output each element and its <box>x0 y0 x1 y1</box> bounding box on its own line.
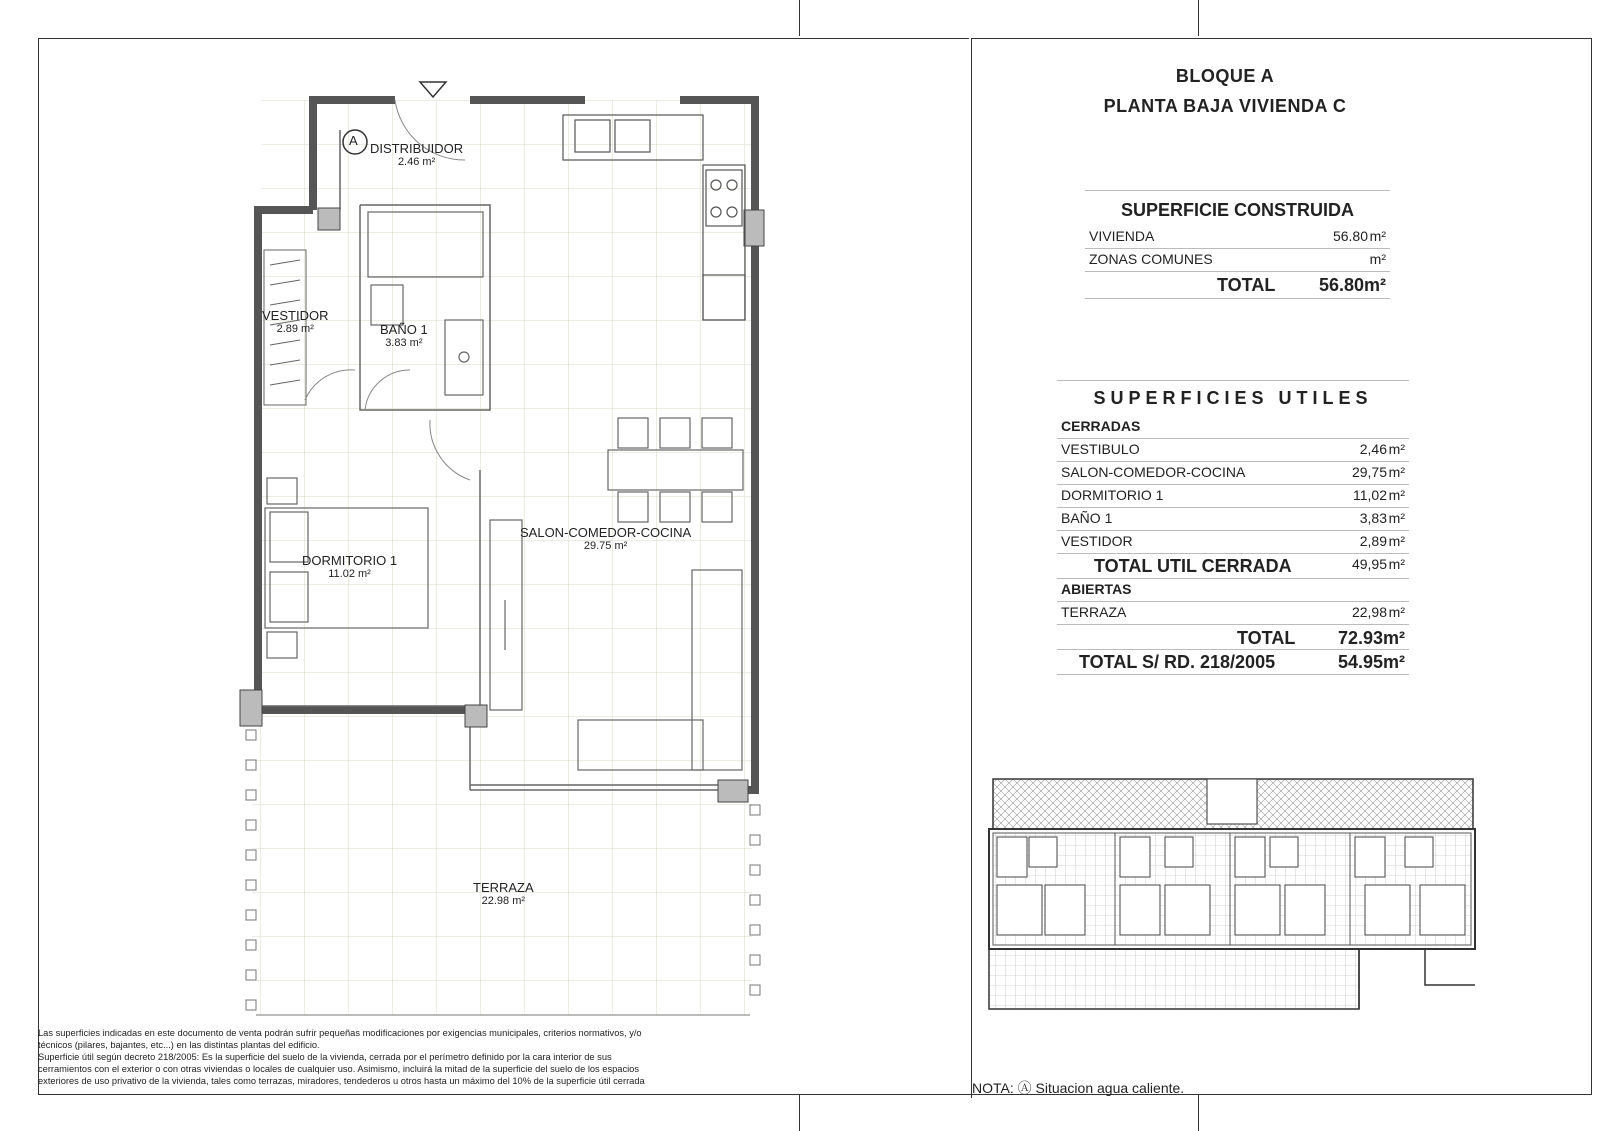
table-row <box>1057 462 1409 485</box>
total-unit: m² <box>1364 275 1386 295</box>
total-unit: m² <box>1383 628 1405 648</box>
row-label: DORMITORIO 1 <box>1061 487 1164 503</box>
total-rd-value: 54.95 <box>1337 652 1383 672</box>
row-unit: m² <box>1369 251 1386 267</box>
total-rd-unit: m² <box>1383 652 1405 672</box>
block-title: BLOQUE A <box>1175 66 1275 86</box>
pillar <box>318 208 340 230</box>
total-value: 72.93 <box>1337 628 1383 648</box>
room-vestidor: VESTIDOR 2.89 m² <box>262 308 329 335</box>
frame-divider <box>971 38 972 1098</box>
table-title: SUPERFICIE CONSTRUIDA <box>1120 200 1354 220</box>
pillar <box>465 705 487 727</box>
total-value: 56.80 <box>1318 275 1364 295</box>
total-cerrada-unit: m² <box>1388 556 1405 572</box>
total-rd-row <box>1057 650 1409 675</box>
table-row <box>1057 439 1409 462</box>
total-row <box>1085 272 1390 299</box>
section-label: CERRADAS <box>1057 416 1409 439</box>
row-value: 2,89 <box>1359 533 1387 549</box>
row-unit: m² <box>1388 604 1405 620</box>
hot-water-note: NOTA: Ⓐ Situacion agua caliente. <box>972 1080 1185 1096</box>
room-terraza: TERRAZA 22.98 m² <box>473 880 534 907</box>
pillar <box>744 210 764 246</box>
row-value: 29,75 <box>1351 464 1387 480</box>
floor-tiles <box>262 100 756 790</box>
total-label: TOTAL <box>1217 275 1276 295</box>
table-top-rule <box>1057 380 1409 381</box>
row-label: VIVIENDA <box>1089 228 1155 244</box>
table-row <box>1057 485 1409 508</box>
row-label: VESTIBULO <box>1061 441 1140 457</box>
frame-right <box>1591 38 1592 1094</box>
row-label: ZONAS COMUNES <box>1089 251 1213 267</box>
table-row <box>1085 249 1390 272</box>
pillar <box>240 690 262 726</box>
row-value: 3,83 <box>1359 510 1387 526</box>
total-cerrada-row <box>1057 554 1409 579</box>
row-value: 22,98 <box>1351 604 1387 620</box>
row-label: VESTIDOR <box>1061 533 1133 549</box>
row-value: 2,46 <box>1359 441 1387 457</box>
table-row <box>1057 508 1409 531</box>
crop-mark <box>799 1094 800 1131</box>
row-unit: m² <box>1388 510 1405 526</box>
crop-mark <box>1198 0 1199 36</box>
key-plan <box>985 775 1480 1020</box>
table-row <box>1057 602 1409 625</box>
superficie-construida-table <box>1085 190 1390 306</box>
table-title: SUPERFICIES UTILES <box>1093 388 1373 408</box>
frame-top-right <box>971 38 1592 39</box>
room-distribuidor: DISTRIBUIDOR 2.46 m² <box>370 141 464 168</box>
table-top-rule <box>1085 190 1390 191</box>
crop-mark <box>1198 1094 1199 1131</box>
total-row <box>1057 625 1409 650</box>
disclaimer: Las superficies indicadas en este documento de venta podrán sufrir pequeñas modificaciones por exigencias municipales, criterios normativos, y/o técnicos (pilares, bajantes, etc...) en las distintas plantas del edificio. Superficie útil según decreto 218/2005: Es la superficie del suelo de la vivienda, cerrada por el perímetro definido por la cara interior de sus cerramientos con el exterior o con otras viviendas o locales de cualquier uso. Asimismo, incluirá la mitad de la superficie del suelo de los espacios exteriores de uso privativo de la vivienda, tales como terrazas, miradores, tendederos u otros hasta un máximo del 10% de la superficie útil cerrada <box>38 1028 645 1086</box>
hot-water-marker-label: A <box>349 133 358 148</box>
row-value: 56.80 <box>1332 228 1368 244</box>
table-row <box>1085 226 1390 249</box>
table-row <box>1057 531 1409 554</box>
terrace-tiles <box>252 715 752 1015</box>
total-label: TOTAL <box>1237 628 1296 648</box>
total-rd-label: TOTAL S/ RD. 218/2005 <box>1079 652 1276 672</box>
row-unit: m² <box>1369 228 1386 244</box>
superficies-utiles-table <box>1057 380 1409 695</box>
room-dormitorio: DORMITORIO 1 11.02 m² <box>302 553 398 580</box>
row-label: SALON-COMEDOR-COCINA <box>1061 464 1246 480</box>
unit-title: PLANTA BAJA VIVIENDA C <box>1103 96 1347 116</box>
room-salon: SALON-COMEDOR-COCINA 29.75 m² <box>520 525 692 552</box>
row-unit: m² <box>1388 464 1405 480</box>
row-label: TERRAZA <box>1061 604 1127 620</box>
row-unit: m² <box>1388 441 1405 457</box>
total-cerrada-value: 49,95 <box>1351 556 1387 572</box>
row-unit: m² <box>1388 533 1405 549</box>
total-cerrada-label: TOTAL UTIL CERRADA <box>1094 556 1292 576</box>
room-bano: BAÑO 1 3.83 m² <box>380 322 428 349</box>
row-unit: m² <box>1388 487 1405 503</box>
row-value: 11,02 <box>1353 487 1387 503</box>
row-label: BAÑO 1 <box>1061 510 1113 526</box>
section-label: ABIERTAS <box>1057 579 1409 602</box>
pillar <box>718 780 748 802</box>
entrance-arrow-icon <box>420 82 446 97</box>
